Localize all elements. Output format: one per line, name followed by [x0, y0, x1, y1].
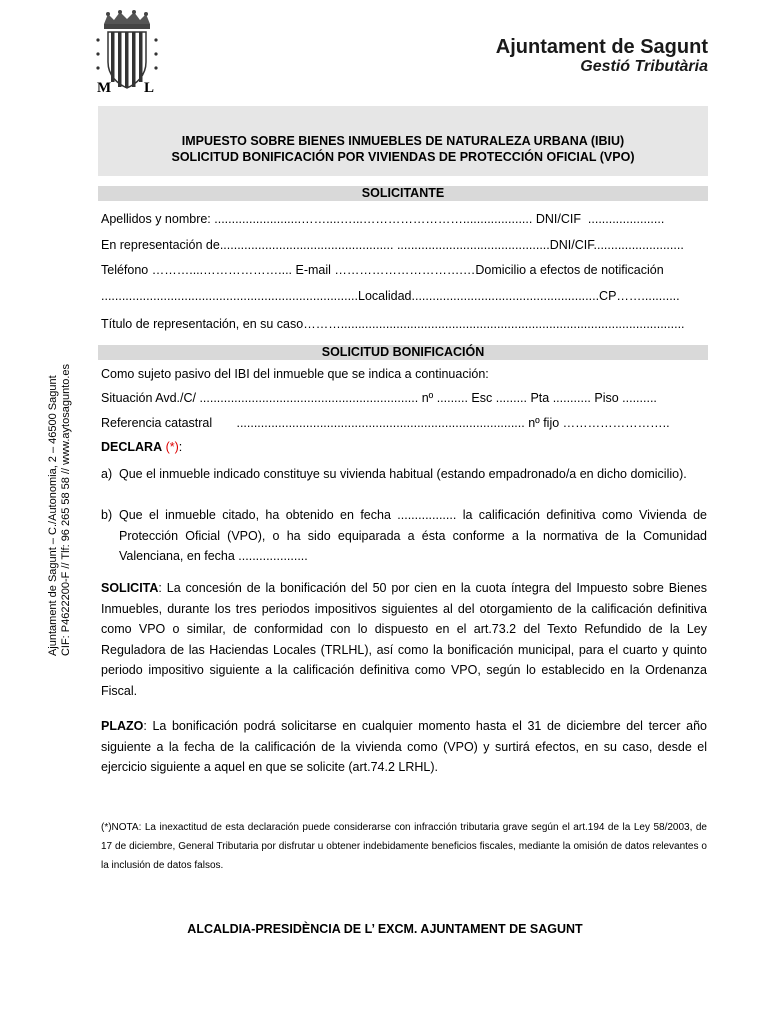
- plazo-label: PLAZO: [101, 719, 144, 733]
- plazo-text: : La bonificación podrá solicitarse en cualquier momento hasta el 31 de diciembre del tercer año siguiente a la fecha de la calificación de la vivienda como (VPO) y surtirá efectos, en su caso, desde el ejercicio siguiente a aquel en que se solicite (art.74.2 LRHL).: [101, 719, 707, 774]
- field-localidad-cp[interactable]: ..........................................................................Localidad......................................................CP……...........: [101, 289, 680, 303]
- field-telefono-email-domicilio[interactable]: Teléfono ………....……………….... E-mail ………………………….…Domicilio a efectos de notificación: [101, 263, 664, 277]
- field-representacion[interactable]: En representación de.................................................. ............................................DNI/CIF..........................: [101, 238, 684, 252]
- solicita-paragraph: [101, 578, 707, 701]
- item-a-label: a): [101, 467, 113, 481]
- field-situacion[interactable]: Situación Avd./C/ ............................................................... nº ......... Esc ......... Pta ........... Piso ..........: [101, 391, 657, 405]
- declara-label: DECLARA: [101, 440, 163, 454]
- logo-letter-l: L: [144, 80, 155, 96]
- org-name: Ajuntament de Sagunt: [495, 36, 708, 58]
- declara-item-b: [101, 505, 707, 567]
- solicita-label: SOLICITA: [101, 581, 159, 595]
- plazo-paragraph: [101, 716, 707, 778]
- footnote: (*)NOTA: La inexactitud de esta declaración puede considerarse con infracción tributaria grave según el art.194 de la Ley 58/2003, de 17 de diciembre, General Tributaria por disfrutar u obtener indebidamente beneficios fiscales, mediante la omisión de datos relevantes o la inclusión de datos falsos.: [101, 822, 707, 871]
- document-title-box: [98, 106, 708, 176]
- document-title: IMPUESTO SOBRE BIENES INMUEBLES DE NATURALEZA URBANA (IBIU): [181, 134, 625, 148]
- field-titulo-representacion[interactable]: Título de representación, en su caso………...................................................................................................: [101, 317, 685, 331]
- side-contact-line: CIF: P4622200-F // Tlf: 96 265 58 58 // www.aytosagunto.es: [60, 363, 72, 657]
- item-a-text: Que el inmueble indicado constituye su vivienda habitual (estando empadronado/a en dicho domicilio).: [119, 467, 687, 481]
- side-address-line: Ajuntament de Sagunt – C./Autonomia, 2 – 46500 Sagunt: [47, 375, 59, 657]
- bonificacion-intro: Como sujeto pasivo del IBI del inmueble que se indica a continuación:: [101, 367, 489, 381]
- footer-issuer: ALCALDIA-PRESIDÈNCIA DE L’ EXCM. AJUNTAMENT DE SAGUNT: [187, 922, 583, 936]
- item-b-label: b): [101, 508, 113, 522]
- section-header-bonificacion: SOLICITUD BONIFICACIÓN: [98, 345, 708, 360]
- declara-item-a: [101, 466, 707, 482]
- declara-heading: [101, 440, 182, 454]
- field-referencia-catastral[interactable]: Referencia catastral ................................................................................... nº fijo ……………………..: [101, 416, 670, 430]
- document-subtitle: SOLICITUD BONIFICACIÓN POR VIVIENDAS DE PROTECCIÓN OFICIAL (VPO): [171, 150, 635, 164]
- section-header-solicitante: SOLICITANTE: [98, 186, 708, 201]
- field-apellidos-nombre[interactable]: Apellidos y nombre: .........................……....…...…………………….................... DNI/CIF ......................: [101, 212, 665, 226]
- declara-colon: :: [178, 440, 183, 454]
- solicita-text: : La concesión de la bonificación del 50 por cien en la cuota íntegra del Impuesto sobre Bienes Inmuebles, durante los tres periodos impositivos siguientes al del otorgamiento de la calificación definitiva como VPO o similar, de conformidad con lo dispuesto en el art.73.2 del Texto Refundido de la Ley Reguladora de las Haciendas Locales (TRLHL), así como la bonificación municipal, para el cuarto y quinto periodo impositivo siguiente a la calificación definitiva como VPO, según lo establecido en la Ordenanza Fiscal.: [101, 581, 707, 698]
- logo-letter-m: M: [97, 80, 112, 96]
- org-department: Gestió Tributària: [580, 58, 708, 75]
- declara-note-mark: (*): [165, 440, 179, 454]
- item-b-text: Que el inmueble citado, ha obtenido en fecha ................. la calificación definitiva como Vivienda de Protección Oficial (VPO), o ha sido equiparada a ésta conforme a la normativa de la Comunidad Valenciana, en fecha ....................: [119, 508, 707, 563]
